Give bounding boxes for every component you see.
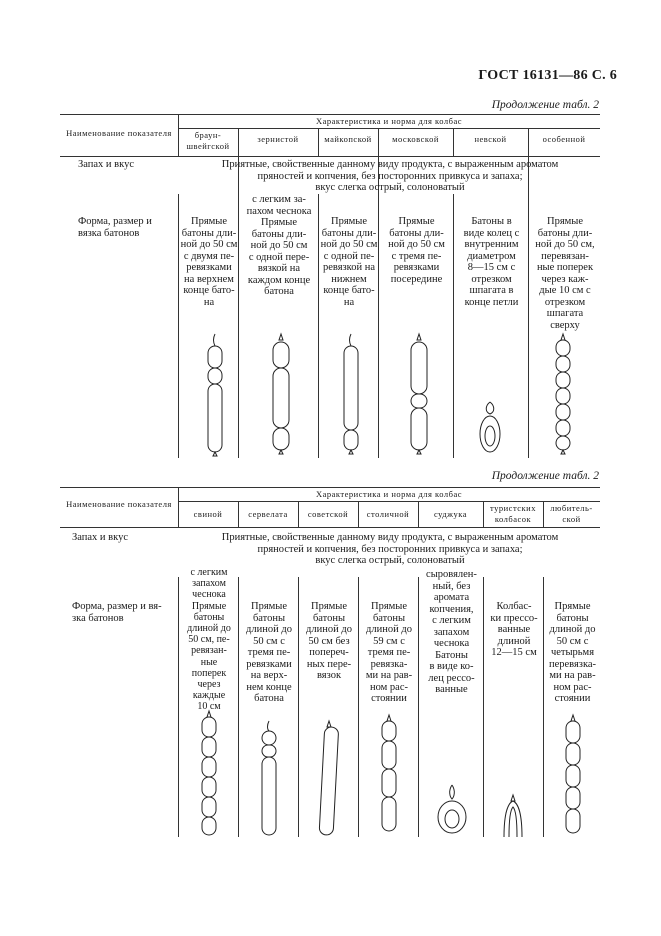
sausage-long-icon xyxy=(314,719,344,839)
cell-shape-6: Прямые батоны дли- ной до 50 см, перевязан- ные поперек через каж- дые 10 см с отрезком шпагата сверху xyxy=(535,216,595,331)
col-nevskoy: невской xyxy=(474,134,507,144)
col-lyubitelskoy: любитель- ской xyxy=(550,503,593,524)
col-sovetskoy: советской xyxy=(307,509,349,519)
col-moskovskoy: московской xyxy=(392,134,439,144)
cell-shape-3: Прямые батоны длиной до 50 см без попереч- ных пере- вязок xyxy=(306,601,352,681)
sausage-ring-icon xyxy=(475,396,505,458)
cell-shape-1: с легким запахом чеснока Прямые батоны длиной до 50 см, пе- ревязан- ные поперек через каждые 10 см xyxy=(187,567,231,713)
table-1 xyxy=(60,114,600,464)
cell-shape-5: сыровялен- ный, без аромата копчения, с легким запахом чеснока Батоны в виде ко- лец рессо- ванные xyxy=(426,569,477,695)
col-sudzhuka: суджука xyxy=(433,509,468,519)
row-label-smell: Запах и вкус xyxy=(72,532,129,543)
col-header-name: Наименование показателя xyxy=(66,499,172,509)
row-smell-text: Приятные, свойственные данному виду продукта, с выраженным ароматом пряностей и копчения, без посторонних привкуса и запаха; вкус слегка острый, солоноватый xyxy=(221,532,559,566)
cell-shape-5: Батоны в виде колец с внутренним диаметром 8—15 см с отрезком шпагата в конце петли xyxy=(463,216,520,308)
cell-shape-3: Прямые батоны дли- ной до 50 см с одной пе- ревязкой на нижнем конце бато- на xyxy=(320,216,378,308)
sausage-4-seg-icon xyxy=(404,332,434,458)
col-servelata: сервелата xyxy=(248,509,288,519)
col-header-name: Наименование показателя xyxy=(66,128,172,138)
col-osobennoy: особенной xyxy=(542,134,586,144)
cell-shape-4: Прямые батоны дли- ной до 50 см с тремя пе- ревязками посередине xyxy=(388,216,445,285)
cell-shape-6: Колбас- ки прессо- ванные длиной 12—15 см xyxy=(490,601,538,658)
row-label-shape: Форма, размер и вя- зка батонов xyxy=(72,601,162,624)
sausage-3-seg-icon xyxy=(254,719,284,839)
continuation-label-2: Продолжение табл. 2 xyxy=(491,470,599,482)
sausage-4-seg-icon xyxy=(266,332,296,458)
cell-shape-1: Прямые батоны дли- ной до 50 см с двумя пе- ревязками на верхнем конце бато- на xyxy=(180,216,238,308)
continuation-label-1: Продолжение табл. 2 xyxy=(491,99,599,111)
col-maykopskoy: майкопской xyxy=(324,134,372,144)
group-header: Характеристика и норма для колбас xyxy=(315,116,463,126)
page-header: ГОСТ 16131—86 С. 6 xyxy=(478,68,617,83)
sausage-many-seg-icon xyxy=(194,709,224,839)
group-header: Характеристика и норма для колбас xyxy=(315,489,463,499)
col-braunschweig: браун- швейгской xyxy=(186,130,230,151)
sausage-ring-icon xyxy=(434,781,470,839)
col-svinoy: свиной xyxy=(193,509,223,519)
table-2 xyxy=(60,487,600,847)
cell-shape-4: Прямые батоны длиной до 59 см с тремя пе- ревязка- ми на рав- ном рас- стоянии xyxy=(365,601,413,704)
row-label-shape: Форма, размер и вязка батонов xyxy=(78,216,152,239)
row-smell-text: Приятные, свойственные данному виду продукта, с выраженным ароматом пряностей и копчения, без посторонних привкуса и запаха; вкус слегка острый, солоноватый xyxy=(221,159,559,193)
sausage-u-icon xyxy=(498,793,528,839)
col-zernistoy: зернистой xyxy=(257,134,299,144)
sausage-4-seg-icon xyxy=(374,713,404,839)
col-stolichnoy: столичной xyxy=(366,509,410,519)
sausage-3-seg-icon xyxy=(200,332,230,458)
col-turistskih: туристских колбасок xyxy=(490,503,536,524)
cell-shape-2: с легким за- пахом чеснока Прямые батоны дли- ной до 50 см с одной пере- вязкой на каждом конце батона xyxy=(246,194,312,297)
sausage-many-seg-icon xyxy=(548,332,578,458)
cell-shape-2: Прямые батоны длиной до 50 см с тремя пе- ревязками на верх- нем конце батона xyxy=(246,601,292,704)
cell-shape-7: Прямые батоны длиной до 50 см с четырьмя перевязка- ми на рав- ном рас- стоянии xyxy=(548,601,597,704)
sausage-long-icon xyxy=(336,332,366,458)
sausage-many-seg-icon xyxy=(558,713,588,839)
row-label-smell: Запах и вкус xyxy=(78,159,135,170)
